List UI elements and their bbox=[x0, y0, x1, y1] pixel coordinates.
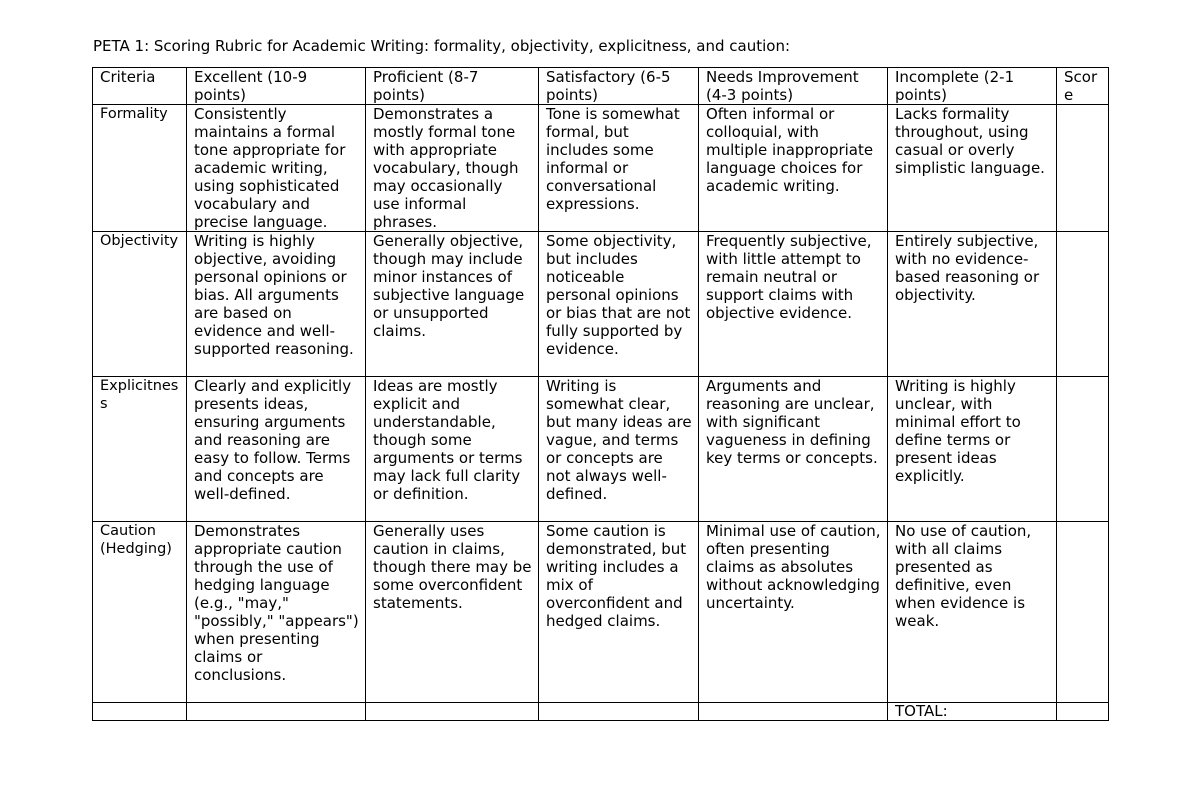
satisfactory-cell: Tone is somewhat formal, but includes some informal or conversational expressions. bbox=[539, 105, 699, 232]
needs-improvement-cell: Minimal use of caution, often presenting claims as absolutes without acknowledging uncertainty. bbox=[699, 522, 888, 703]
incomplete-cell: No use of caution, with all claims presented as definitive, even when evidence is weak. bbox=[888, 522, 1057, 703]
criteria-cell: Explicitness bbox=[93, 377, 187, 522]
criteria-cell: Caution (Hedging) bbox=[93, 522, 187, 703]
criteria-cell: Formality bbox=[93, 105, 187, 232]
empty-cell bbox=[539, 703, 699, 721]
header-satisfactory: Satisfactory (6-5 points) bbox=[539, 68, 699, 105]
rubric-table bbox=[92, 67, 1109, 721]
score-cell[interactable] bbox=[1057, 377, 1109, 522]
satisfactory-cell: Some caution is demonstrated, but writing includes a mix of overconfident and hedged claims. bbox=[539, 522, 699, 703]
incomplete-cell: Entirely subjective, with no evidence-based reasoning or objectivity. bbox=[888, 232, 1057, 377]
empty-cell bbox=[366, 703, 539, 721]
satisfactory-cell: Some objectivity, but includes noticeable personal opinions or bias that are not fully supported by evidence. bbox=[539, 232, 699, 377]
empty-cell bbox=[699, 703, 888, 721]
total-label: TOTAL: bbox=[888, 703, 1057, 721]
proficient-cell: Generally objective, though may include minor instances of subjective language or unsupported claims. bbox=[366, 232, 539, 377]
table-row-formality bbox=[93, 105, 1109, 232]
total-row bbox=[93, 703, 1109, 721]
header-incomplete: Incomplete (2-1 points) bbox=[888, 68, 1057, 105]
table-row-caution bbox=[93, 522, 1109, 703]
needs-improvement-cell: Arguments and reasoning are unclear, with significant vagueness in defining key terms or concepts. bbox=[699, 377, 888, 522]
header-proficient: Proficient (8-7 points) bbox=[366, 68, 539, 105]
proficient-cell: Ideas are mostly explicit and understandable, though some arguments or terms may lack full clarity or definition. bbox=[366, 377, 539, 522]
header-score: Score bbox=[1057, 68, 1109, 105]
proficient-cell: Generally uses caution in claims, though there may be some overconfident statements. bbox=[366, 522, 539, 703]
table-row-objectivity bbox=[93, 232, 1109, 377]
needs-improvement-cell: Often informal or colloquial, with multiple inappropriate language choices for academic writing. bbox=[699, 105, 888, 232]
satisfactory-cell: Writing is somewhat clear, but many ideas are vague, and terms or concepts are not always well-defined. bbox=[539, 377, 699, 522]
incomplete-cell: Lacks formality throughout, using casual or overly simplistic language. bbox=[888, 105, 1057, 232]
empty-cell bbox=[187, 703, 366, 721]
table-row-explicitness bbox=[93, 377, 1109, 522]
excellent-cell: Consistently maintains a formal tone appropriate for academic writing, using sophisticated vocabulary and precise language. bbox=[187, 105, 366, 232]
excellent-cell: Clearly and explicitly presents ideas, ensuring arguments and reasoning are easy to follow. Terms and concepts are well-defined. bbox=[187, 377, 366, 522]
incomplete-cell: Writing is highly unclear, with minimal effort to define terms or present ideas explicitly. bbox=[888, 377, 1057, 522]
header-excellent: Excellent (10-9 points) bbox=[187, 68, 366, 105]
excellent-cell: Writing is highly objective, avoiding personal opinions or bias. All arguments are based on evidence and well-supported reasoning. bbox=[187, 232, 366, 377]
score-cell[interactable] bbox=[1057, 105, 1109, 232]
proficient-cell: Demonstrates a mostly formal tone with appropriate vocabulary, though may occasionally use informal phrases. bbox=[366, 105, 539, 232]
header-row bbox=[93, 68, 1109, 105]
needs-improvement-cell: Frequently subjective, with little attempt to remain neutral or support claims with objective evidence. bbox=[699, 232, 888, 377]
criteria-cell: Objectivity bbox=[93, 232, 187, 377]
page-title: PETA 1: Scoring Rubric for Academic Writing: formality, objectivity, explicitness, and caution: bbox=[93, 37, 791, 55]
empty-cell bbox=[93, 703, 187, 721]
total-score-cell[interactable] bbox=[1057, 703, 1109, 721]
score-cell[interactable] bbox=[1057, 522, 1109, 703]
score-cell[interactable] bbox=[1057, 232, 1109, 377]
header-criteria: Criteria bbox=[93, 68, 187, 105]
header-needs-improvement: Needs Improvement (4-3 points) bbox=[699, 68, 888, 105]
excellent-cell: Demonstrates appropriate caution through the use of hedging language (e.g., "may," "possibly," "appears") when presenting claims or conclusions. bbox=[187, 522, 366, 703]
